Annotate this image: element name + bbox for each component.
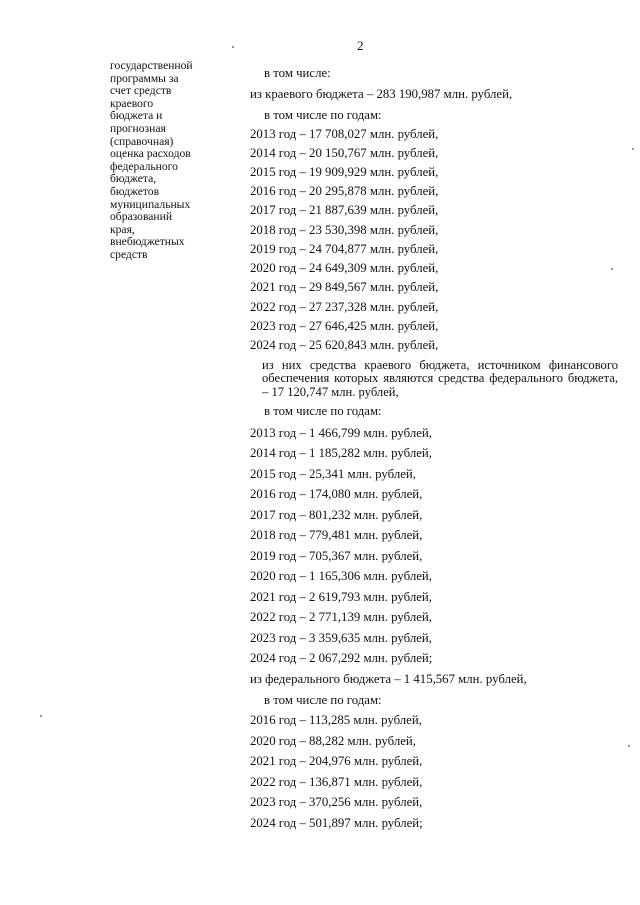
year-line: 2022 год – 2 771,139 млн. рублей, (250, 610, 432, 624)
label-line: бюджета, (110, 172, 157, 186)
year-line: 2016 год – 113,285 млн. рублей, (250, 713, 422, 727)
year-line: 2015 год – 19 909,929 млн. рублей, (250, 165, 439, 179)
year-line: 2024 год – 501,897 млн. рублей; (250, 816, 423, 830)
year-line: 2024 год – 25 620,843 млн. рублей, (250, 338, 439, 352)
label-line: (справочная) (110, 134, 174, 148)
year-line: 2016 год – 20 295,878 млн. рублей, (250, 184, 439, 198)
scan-speck (40, 715, 42, 717)
year-line: 2017 год – 21 887,639 млн. рублей, (250, 203, 439, 217)
regional-budget-total: из краевого бюджета – 283 190,987 млн. рублей, (250, 87, 513, 101)
label-line: бюджетов (110, 184, 160, 198)
year-line: 2013 год – 1 466,799 млн. рублей, (250, 426, 432, 440)
funding-source-label (110, 60, 232, 262)
year-line: 2017 год – 801,232 млн. рублей, (250, 508, 423, 522)
label-line: федерального (110, 159, 178, 173)
year-line: 2022 год – 27 237,328 млн. рублей, (250, 300, 439, 314)
year-line: 2020 год – 1 165,306 млн. рублей, (250, 569, 432, 583)
subheading: в том числе по годам: (264, 108, 382, 122)
label-line: бюджета и (110, 109, 163, 123)
label-line: прогнозная (110, 121, 166, 135)
year-line: 2023 год – 370,256 млн. рублей, (250, 795, 423, 809)
year-line: 2014 год – 20 150,767 млн. рублей, (250, 146, 439, 160)
year-line: 2018 год – 779,481 млн. рублей, (250, 528, 423, 542)
scan-speck (232, 46, 234, 48)
year-line: 2020 год – 88,282 млн. рублей, (250, 734, 416, 748)
subheading: в том числе: (264, 66, 331, 80)
label-line: средств (110, 247, 148, 261)
label-line: программы за (110, 71, 179, 85)
year-line: 2015 год – 25,341 млн. рублей, (250, 467, 416, 481)
federal-source-paragraph: из них средства краевого бюджета, источником финансового обеспечения которых являются средства федерального бюджета, – 17 120,747 млн. рублей, (262, 358, 618, 399)
label-line: краевого (110, 96, 154, 110)
year-line: 2021 год – 29 849,567 млн. рублей, (250, 280, 439, 294)
label-line: оценка расходов (110, 147, 191, 161)
subheading: в том числе по годам: (264, 404, 382, 418)
year-line: 2022 год – 136,871 млн. рублей, (250, 775, 423, 789)
subheading: в том числе по годам: (264, 693, 382, 707)
label-line: счет средств (110, 84, 172, 98)
page-number: 2 (357, 38, 364, 53)
year-line: 2023 год – 3 359,635 млн. рублей, (250, 631, 432, 645)
year-line: 2019 год – 705,367 млн. рублей, (250, 549, 423, 563)
label-line: образований (110, 210, 173, 224)
year-line: 2020 год – 24 649,309 млн. рублей, (250, 261, 439, 275)
federal-budget-total: из федерального бюджета – 1 415,567 млн. рублей, (250, 672, 527, 686)
year-line: 2021 год – 2 619,793 млн. рублей, (250, 590, 432, 604)
year-line: 2014 год – 1 185,282 млн. рублей, (250, 446, 432, 460)
scan-speck (628, 745, 630, 747)
scan-speck (632, 148, 634, 150)
year-line: 2016 год – 174,080 млн. рублей, (250, 487, 423, 501)
scan-speck (611, 268, 613, 270)
year-line: 2019 год – 24 704,877 млн. рублей, (250, 242, 439, 256)
year-line: 2013 год – 17 708,027 млн. рублей, (250, 127, 439, 141)
year-line: 2018 год – 23 530,398 млн. рублей, (250, 223, 439, 237)
year-line: 2023 год – 27 646,425 млн. рублей, (250, 319, 439, 333)
label-line: государственной (110, 59, 193, 72)
year-line: 2024 год – 2 067,292 млн. рублей; (250, 651, 433, 665)
label-line: внебюджетных (110, 235, 185, 249)
label-line: края, (110, 222, 135, 236)
year-line: 2021 год – 204,976 млн. рублей, (250, 754, 423, 768)
label-line: муниципальных (110, 197, 191, 211)
